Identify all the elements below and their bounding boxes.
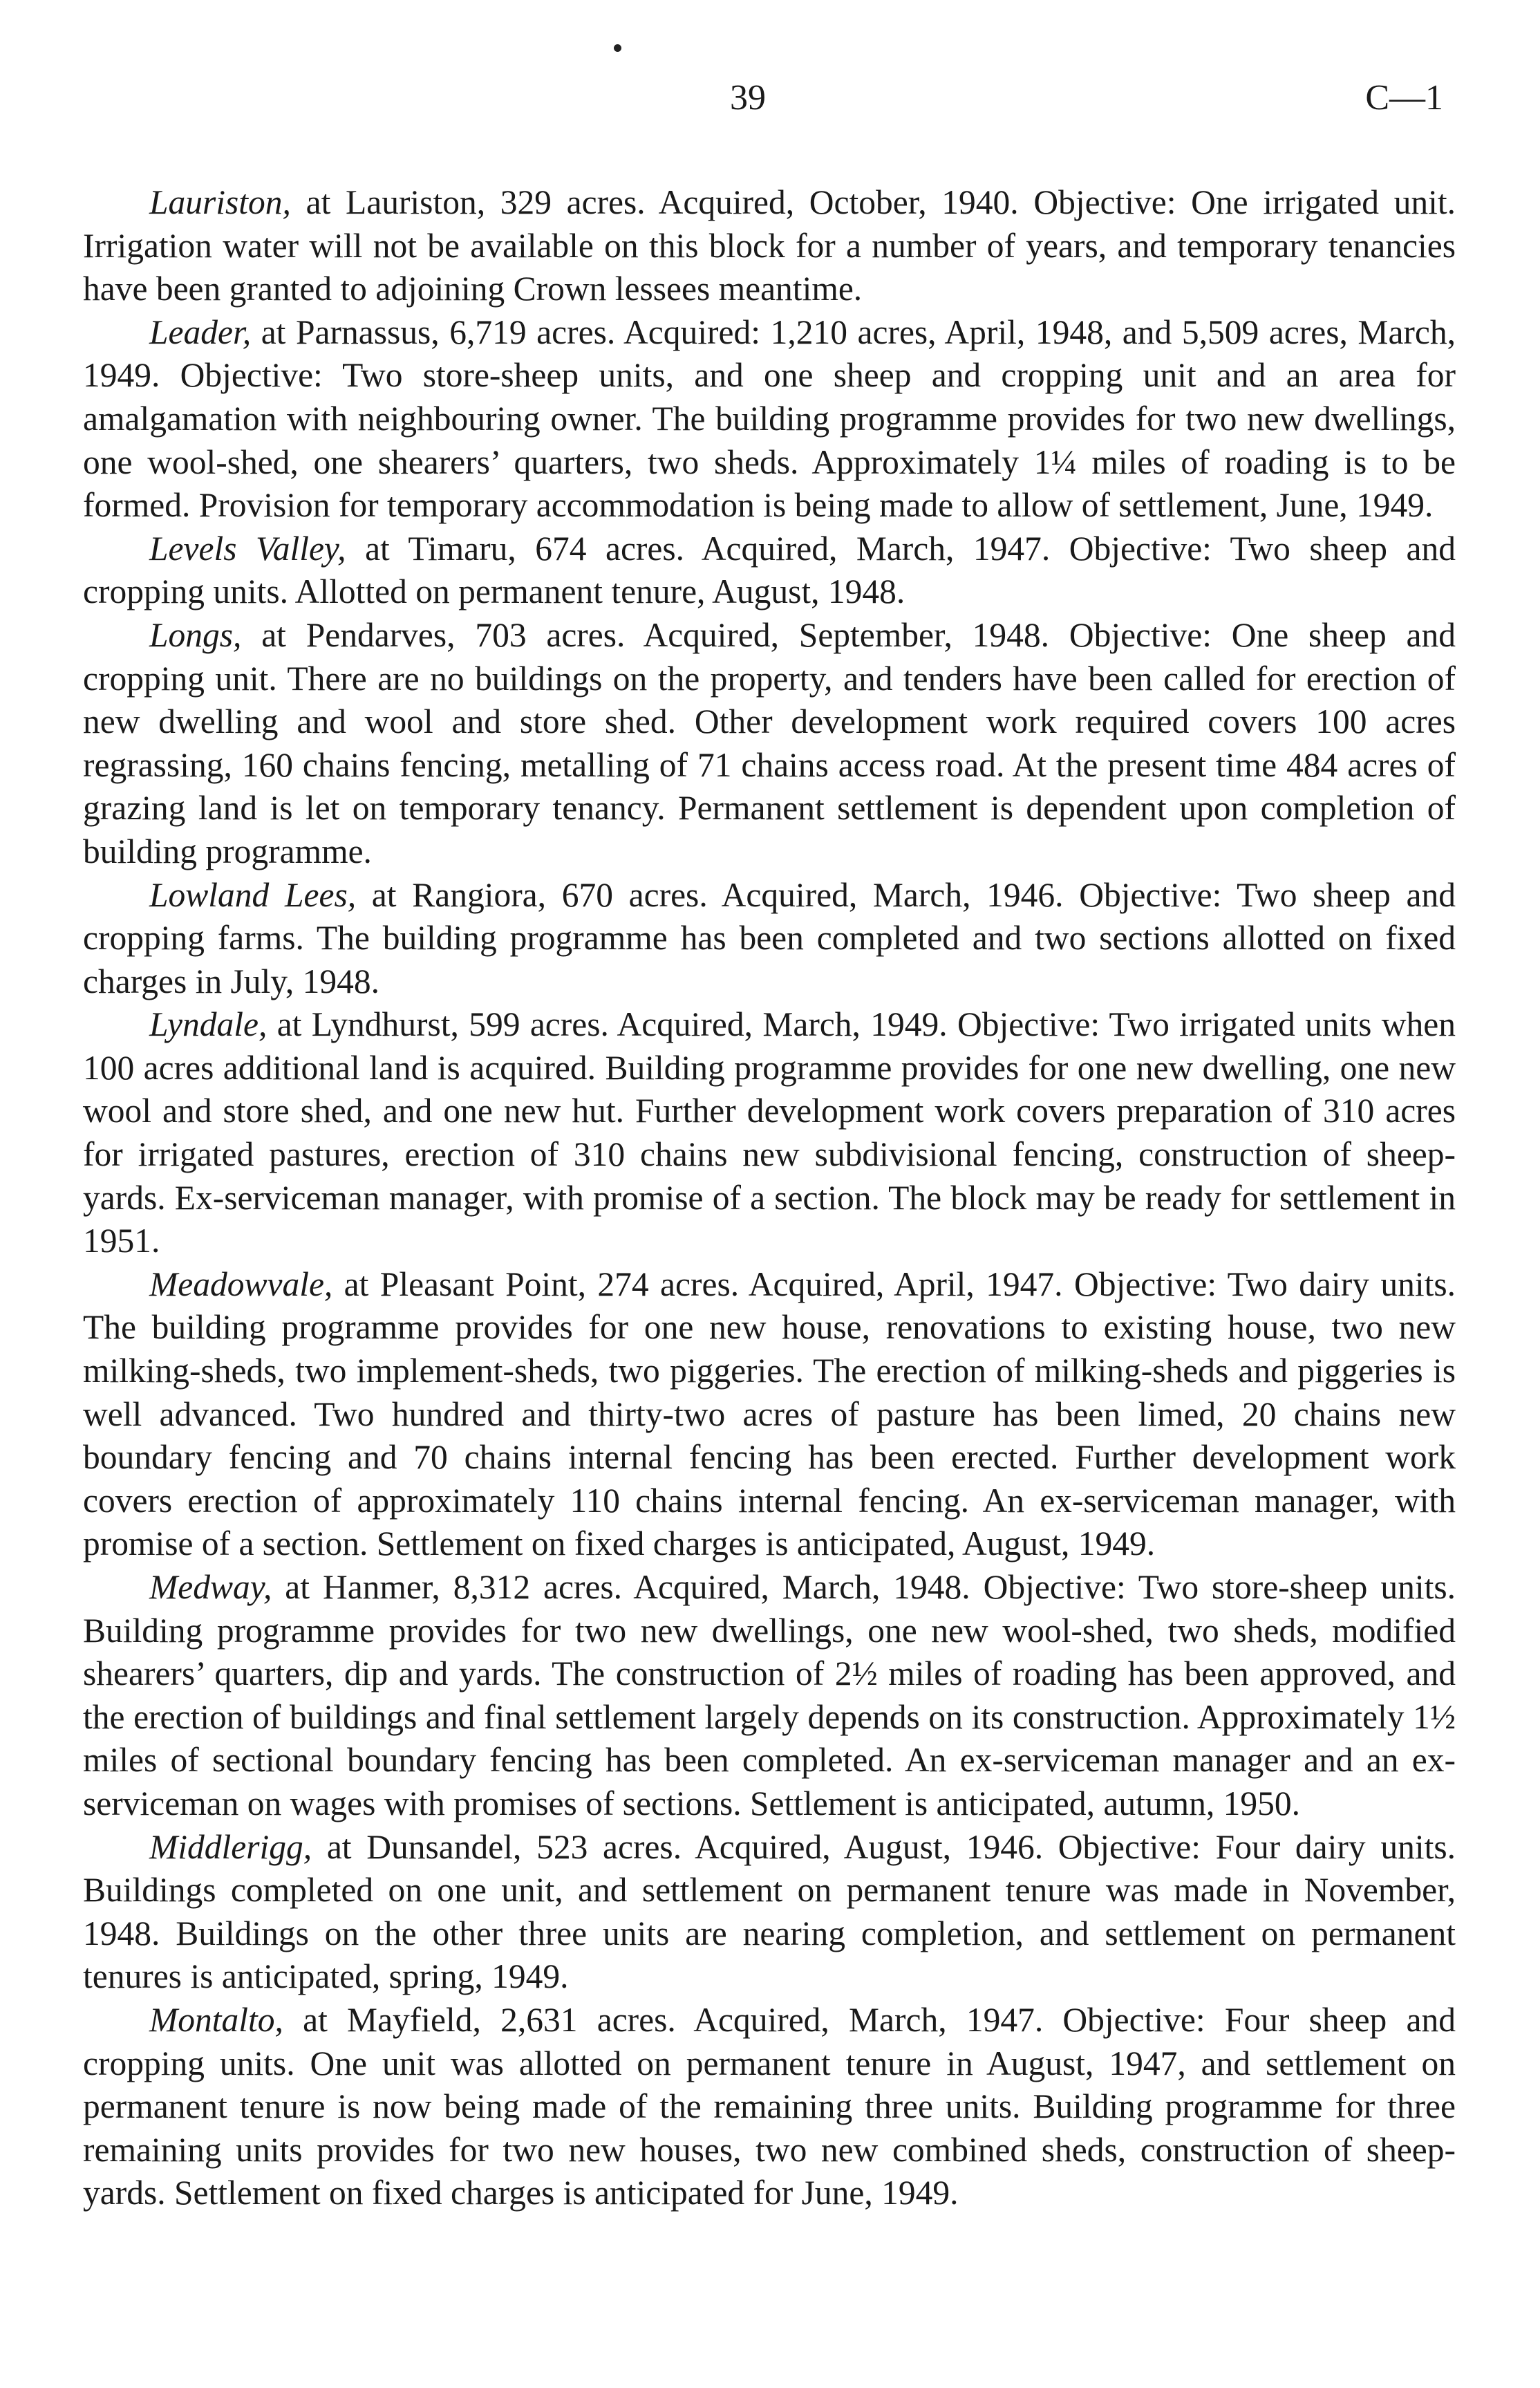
entry-montalto — [83, 1999, 1456, 2215]
entry-medway — [83, 1566, 1456, 1826]
entry-text: at Pendarves, 703 acres. Acquired, September, 1948. Objective: One sheep and cropping unit. There are no buildings on the property, and tenders have been called for erection of new dwelling and wool and store shed. Other development work required covers 100 acres regrassing, 160 chains fencing, metalling of 71 chains access road. At the present time 484 acres of grazing land is let on temporary tenancy. Permanent settlement is dependent upon completion of building programme. — [83, 615, 1456, 870]
entry-text: at Parnassus, 6,719 acres. Acquired: 1,210 acres, April, 1948, and 5,509 acres, March, 1949. Objective: Two store-sheep units, and one sheep and cropping unit and an area for amalgamation with neighbouring owner. The building programme provides for two new dwellings, one wool-shed, one shearers’ quarters, two sheds. Approximately 1¼ miles of roading is to be formed. Provision for temporary accommodation is being made to allow of settlement, June, 1949. — [83, 313, 1456, 525]
entry-text: at Lyndhurst, 599 acres. Acquired, March, 1949. Objective: Two irrigated units when 100 acres additional land is acquired. Building programme provides for one new dwelling, one new wool and store shed, and one new hut. Further development work covers preparation of 310 acres for irrigated pastures, erection of 310 chains new subdivisional fencing, construction of sheep-yards. Ex-serviceman manager, with promise of a section. The block may be ready for settlement in 1951. — [83, 1005, 1456, 1260]
entry-text: at Dunsandel, 523 acres. Acquired, August, 1946. Objective: Four dairy units. Buildings completed on one unit, and settlement on permanent tenure was made in November, 1948. Buildings on the other three units are nearing completion, and settlement on permanent tenures is anticipated, spring, 1949. — [83, 1827, 1456, 1996]
entry-meadowvale — [83, 1263, 1456, 1566]
entry-name: Lauriston, — [149, 183, 291, 221]
entry-longs — [83, 614, 1456, 874]
entry-text: at Pleasant Point, 274 acres. Acquired, April, 1947. Objective: Two dairy units. The building programme provides for one new house, renovations to existing house, two new milking-sheds, two implement-sheds, two piggeries. The erection of milking-sheds and piggeries is well advanced. Two hundred and thirty-two acres of pasture has been limed, 20 chains new boundary fencing and 70 chains internal fencing has been erected. Further development work covers erection of approximately 110 chains internal fencing. An ex-serviceman manager, with promise of a section. Settlement on fixed charges is anticipated, August, 1949. — [83, 1265, 1456, 1563]
document-body — [83, 181, 1456, 2215]
entry-name: Lowland Lees, — [149, 875, 357, 914]
entry-lauriston — [83, 181, 1456, 311]
entry-name: Medway, — [149, 1568, 272, 1606]
entry-middlerigg — [83, 1826, 1456, 1999]
page-header — [0, 77, 1540, 133]
entry-text: at Lauriston, 329 acres. Acquired, October, 1940. Objective: One irrigated unit. Irrigation water will not be available on this block for a number of years, and temporary tenancies have been granted to adjoining Crown lessees meantime. — [83, 183, 1456, 308]
entry-name: Middlerigg, — [149, 1827, 312, 1866]
ink-dot — [614, 44, 621, 52]
entry-name: Meadowvale, — [149, 1265, 333, 1303]
entry-text: at Timaru, 674 acres. Acquired, March, 1947. Objective: Two sheep and cropping units. Allotted on permanent tenure, August, 1948. — [83, 529, 1456, 611]
entry-text: at Rangiora, 670 acres. Acquired, March, 1946. Objective: Two sheep and cropping farms. The building programme has been completed and two sections allotted on fixed charges in July, 1948. — [83, 875, 1456, 1000]
entry-name: Leader, — [149, 313, 252, 351]
entry-name: Montalto, — [149, 2000, 283, 2039]
entry-leader — [83, 311, 1456, 528]
entry-name: Levels Valley, — [149, 529, 346, 568]
entry-name: Longs, — [149, 615, 242, 654]
entry-levels-valley — [83, 528, 1456, 614]
entry-lowland-lees — [83, 874, 1456, 1004]
entry-lyndale — [83, 1003, 1456, 1263]
entry-name: Lyndale, — [149, 1005, 267, 1044]
entry-text: at Mayfield, 2,631 acres. Acquired, March, 1947. Objective: Four sheep and cropping units. One unit was allotted on permanent tenure in August, 1947, and settlement on permanent tenure is now being made of the remaining three units. Building programme for three remaining units provides for two new houses, two new combined sheds, construction of sheep-yards. Settlement on fixed charges is anticipated for June, 1949. — [83, 2000, 1456, 2212]
page-reference: C—1 — [1365, 78, 1443, 118]
entry-text: at Hanmer, 8,312 acres. Acquired, March, 1948. Objective: Two store-sheep units. Building programme provides for two new dwellings, one new wool-shed, two sheds, modified shearers’ quarters, dip and yards. The construction of 2½ miles of roading has been approved, and the erection of buildings and final settlement largely depends on its construction. Approximately 1½ miles of sectional boundary fencing has been completed. An ex-serviceman manager and an ex-serviceman on wages with promises of sections. Settlement is anticipated, autumn, 1950. — [83, 1568, 1456, 1822]
page-number: 39 — [730, 78, 766, 118]
